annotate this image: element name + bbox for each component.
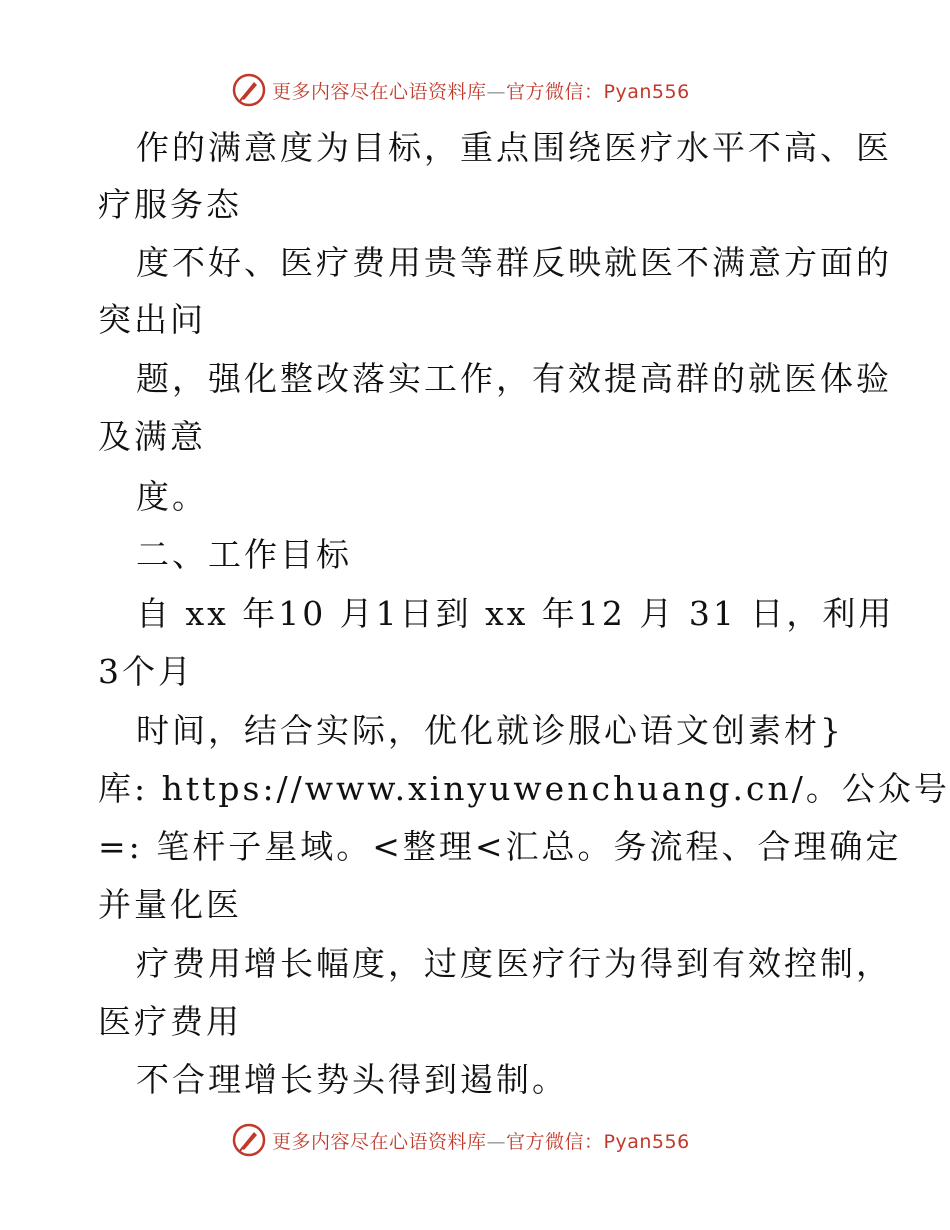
body-line-6: 及满意 xyxy=(98,417,206,456)
body-line-10: 3个月 xyxy=(98,652,194,691)
footer-wechat-text: 官方微信：Pyan556 xyxy=(506,1130,690,1153)
body-line-17: 不合理增长势头得到遏制。 xyxy=(136,1060,568,1099)
body-line-2: 疗服务态 xyxy=(98,185,242,224)
body-line-12: 库: https://www.xinyuwenchuang.cn/。公众号 xyxy=(98,769,950,808)
body-line-5: 题，强化整改落实工作，有效提高群的就医体验 xyxy=(136,359,892,398)
body-line-14: 并量化医 xyxy=(98,885,242,924)
quill-pen-logo-icon xyxy=(232,73,266,107)
body-line-7: 度。 xyxy=(136,477,208,516)
footer-dash: — xyxy=(486,1130,507,1153)
footer-banner-text xyxy=(272,1127,690,1154)
section-heading: 二、工作目标 xyxy=(136,535,352,574)
body-line-1: 作的满意度为目标，重点围绕医疗水平不高、医 xyxy=(136,128,892,167)
header-banner-text xyxy=(272,77,690,104)
body-line-11: 时间，结合实际，优化就诊服心语文创素材} xyxy=(136,711,844,750)
header-wechat-text: 官方微信：Pyan556 xyxy=(506,80,690,103)
header-banner xyxy=(232,72,690,108)
quill-pen-logo-icon xyxy=(232,1123,266,1157)
footer-banner xyxy=(232,1122,690,1158)
header-site-text: 更多内容尽在心语资料库 xyxy=(272,80,487,103)
body-line-13: =: 笔杆子星域。<整理<汇总。务流程、合理确定 xyxy=(98,827,902,866)
body-line-16: 医疗费用 xyxy=(98,1002,242,1041)
header-dash: — xyxy=(486,80,507,103)
body-line-3: 度不好、医疗费用贵等群反映就医不满意方面的 xyxy=(136,243,892,282)
body-line-4: 突出问 xyxy=(98,300,206,339)
footer-site-text: 更多内容尽在心语资料库 xyxy=(272,1130,487,1153)
body-line-9: 自 xx 年10 月1日到 xx 年12 月 31 日，利用 xyxy=(136,594,895,633)
body-line-15: 疗费用增长幅度，过度医疗行为得到有效控制， xyxy=(136,944,892,983)
